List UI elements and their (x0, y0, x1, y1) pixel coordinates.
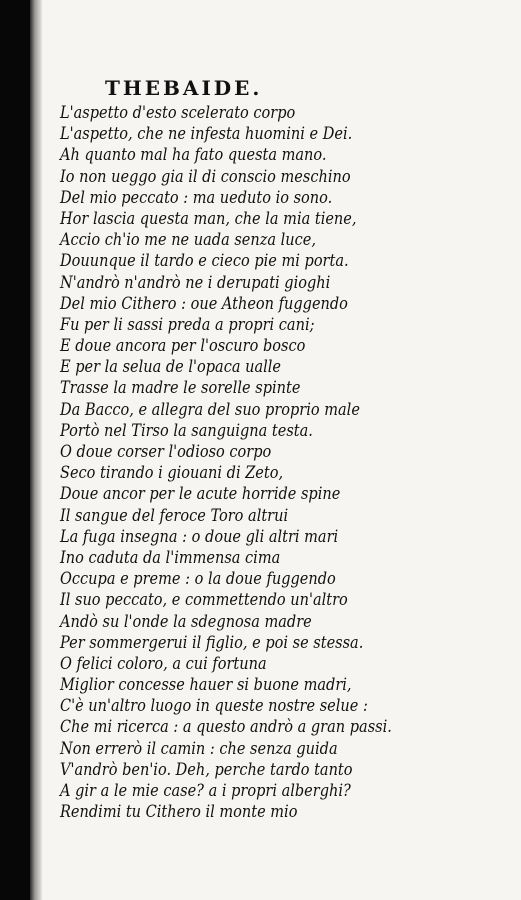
verse-line: Il suo peccato, e commettendo un'altro (60, 590, 348, 610)
verse-line: Da Bacco, e allegra del suo proprio male (60, 399, 360, 419)
verse-line: Ino caduta da l'immensa cima (60, 547, 281, 567)
verse-line: Io non ueggo gia il di conscio meschino (60, 166, 351, 186)
verse-line: Douunque il tardo e cieco pie mi porta. (60, 251, 349, 271)
verse-line: Accio ch'io me ne uada senza luce, (60, 230, 316, 250)
verse-line: Occupa e preme : o la doue fuggendo (60, 569, 336, 589)
verse-line: V'andrò ben'io. Deh, perche tardo tanto (60, 759, 353, 779)
verse-line: Portò nel Tirso la sanguigna testa. (60, 420, 313, 440)
verse-line: Seco tirando i giouani di Zeto, (60, 463, 284, 483)
verse-line: Del mio Cithero : oue Atheon fuggendo (60, 293, 348, 313)
verse-line: E doue ancora per l'oscuro bosco (60, 336, 306, 356)
verse-line: N'andrò n'andrò ne i derupati gioghi (60, 272, 331, 292)
verse-line: Per sommergerui il figlio, e poi se stessa. (60, 632, 364, 652)
verse-line: Ah quanto mal ha fato questa mano. (60, 145, 327, 165)
verse-line: Non errerò il camin : che senza guida (60, 738, 338, 758)
verse-line: Fu per li sassi preda a propri cani; (60, 314, 315, 334)
verse-line: Miglior concesse hauer si buone madri, (60, 675, 352, 695)
binding-shadow (30, 0, 42, 900)
verse-line: C'è un'altro luogo in queste nostre selue : (60, 696, 368, 716)
verse-line: Del mio peccato : ma ueduto io sono. (60, 187, 333, 207)
verse-line: Che mi ricerca : a questo andrò a gran passi. (60, 717, 392, 737)
verse-line: O doue corser l'odioso corpo (60, 442, 272, 461)
verse-line: Andò su l'onde la sdegnosa madre (60, 611, 312, 631)
verse-line: E per la selua de l'opaca ualle (60, 357, 282, 377)
verse-text (60, 102, 510, 822)
verse-line: L'aspetto, che ne infesta huomini e Dei. (60, 124, 353, 144)
verse-line: La fuga insegna : o doue gli altri mari (60, 526, 339, 546)
verse-line: L'aspetto d'esto scelerato corpo (60, 103, 296, 122)
verse-line: Hor lascia questa man, che la mia tiene, (60, 208, 357, 228)
verse-line: O felici coloro, a cui fortuna (60, 653, 267, 673)
book-binding-gutter (0, 0, 30, 900)
verse-line: A gir a le mie case? a i propri alberghi? (60, 781, 351, 800)
verse-line: Rendimi tu Cithero il monte mio (60, 802, 298, 822)
verse-line: Trasse la madre le sorelle spinte (60, 378, 301, 398)
verse-line: Doue ancor per le acute horride spine (60, 484, 341, 504)
running-head: THEBAIDE. (105, 76, 263, 100)
verse-line: Il sangue del feroce Toro altrui (60, 505, 289, 525)
